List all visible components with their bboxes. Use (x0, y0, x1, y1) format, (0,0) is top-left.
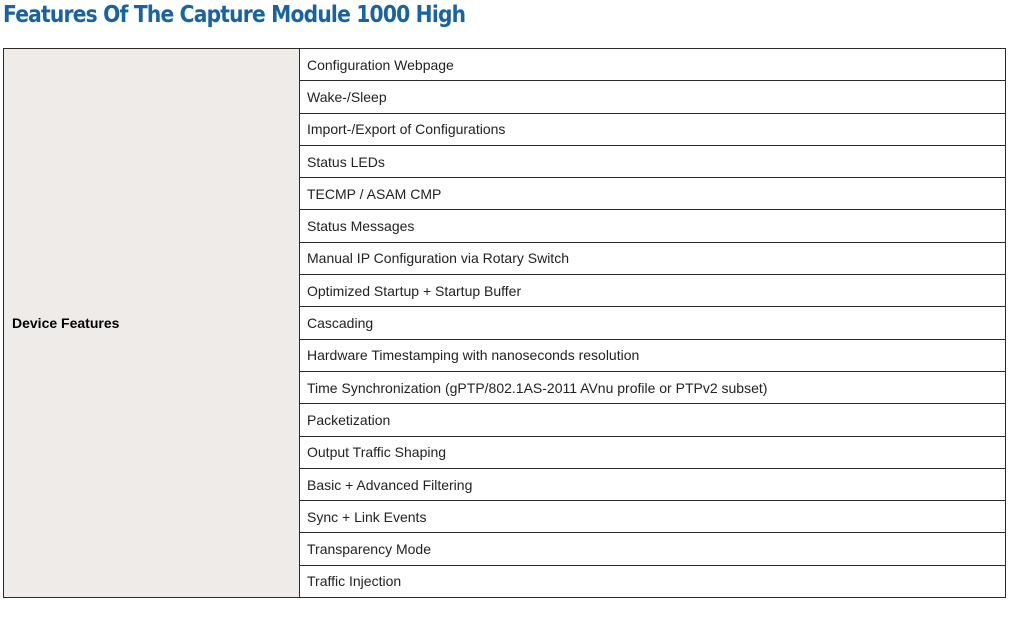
feature-cell: Optimized Startup + Startup Buffer (300, 275, 1006, 307)
feature-cell: Hardware Timestamping with nanoseconds resolution (300, 339, 1006, 371)
feature-cell: Basic + Advanced Filtering (300, 468, 1006, 500)
table-row (4, 49, 1006, 81)
category-cell-device-features: Device Features (4, 49, 300, 598)
feature-cell: Sync + Link Events (300, 501, 1006, 533)
page-title: Features Of The Capture Module 1000 High (3, 2, 466, 28)
features-table-body (4, 49, 1006, 598)
feature-cell: Status LEDs (300, 145, 1006, 177)
feature-cell: Status Messages (300, 210, 1006, 242)
feature-cell: Manual IP Configuration via Rotary Switch (300, 242, 1006, 274)
feature-cell: Configuration Webpage (300, 49, 1006, 81)
feature-cell: Transparency Mode (300, 533, 1006, 565)
feature-cell: Packetization (300, 404, 1006, 436)
feature-cell: Traffic Injection (300, 565, 1006, 597)
feature-cell: Output Traffic Shaping (300, 436, 1006, 468)
feature-cell: Cascading (300, 307, 1006, 339)
feature-cell: TECMP / ASAM CMP (300, 178, 1006, 210)
feature-cell: Time Synchronization (gPTP/802.1AS-2011 AVnu profile or PTPv2 subset) (300, 371, 1006, 403)
feature-cell: Wake-/Sleep (300, 81, 1006, 113)
features-table (3, 48, 1006, 598)
feature-cell: Import-/Export of Configurations (300, 113, 1006, 145)
